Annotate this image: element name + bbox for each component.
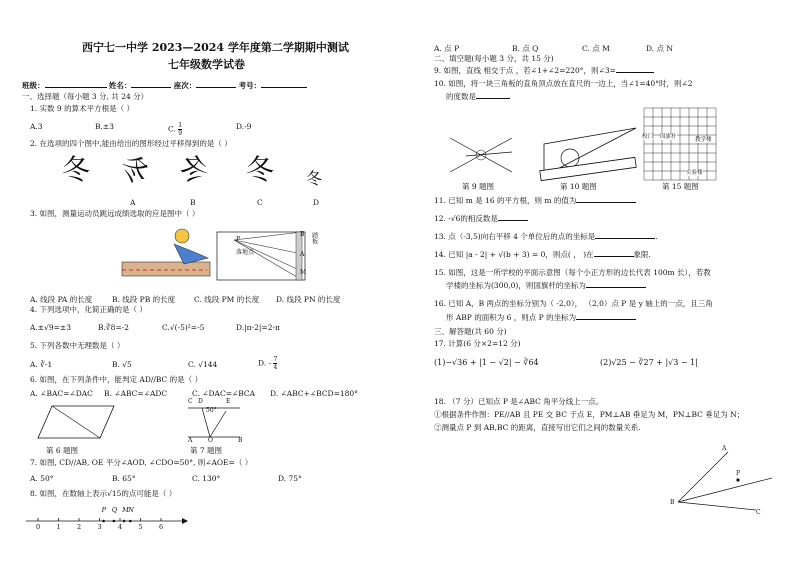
q3-option-b[interactable]: B. 线段 PB 的长度 — [112, 295, 176, 304]
q9-text — [434, 67, 654, 75]
q7-figure-caption: 第 7 题图 — [190, 446, 223, 455]
q18-text: 18. （7 分）已知点 P 是∠ABC 角平分线上一点。 — [434, 397, 604, 406]
q1-option-a[interactable]: A.3 — [30, 122, 43, 131]
q18-line1: ①根据条件作图：PE//AB 且 PE 交 BC 于点 E，PM⊥AB 垂足为 M，PN⊥BC 垂足为 N； — [434, 410, 745, 419]
q14-text — [434, 251, 651, 259]
q1-fraction-den: 9 — [178, 130, 183, 137]
q10-triangle-ruler-figure — [540, 128, 640, 178]
q8-text: 8. 如图，在数轴上表示√15的点可能是（ ） — [30, 489, 177, 498]
q5-text: 5. 下列各数中无理数是（ ） — [30, 341, 125, 350]
q15-text2 — [446, 282, 646, 290]
q8-tick-label: 0 — [36, 523, 41, 531]
q5-fraction-den: 4 — [273, 364, 278, 371]
q1-option-d[interactable]: D.-9 — [236, 122, 252, 131]
q3-option-a[interactable]: A. 线段 PA 的长度 — [30, 295, 93, 304]
q12-text-label: 12. -√6的相反数是 — [434, 214, 498, 223]
q18-label-b: B — [670, 499, 675, 506]
seat-label: 座次： — [173, 81, 197, 90]
q6-option-a[interactable]: A. ∠BAC=∠DAC — [30, 389, 93, 398]
q5-option-a[interactable]: A. ∛-1 — [30, 360, 53, 369]
q6-parallelogram-figure — [38, 403, 118, 443]
q16-text2-label: 形 ABP 的面积为 6 ，则点 P 的坐标为 — [446, 313, 577, 322]
q8-point-label: P — [101, 506, 106, 514]
q16-answer[interactable] — [576, 319, 636, 320]
q3-text: 3. 如图，测量运动员跳远成绩选取的应是图中（ ） — [30, 209, 200, 218]
q13-answer[interactable] — [595, 238, 655, 239]
q10-text: 10. 如图，将一块三角板的直角顶点放在直尺的一边上，当∠1=40°时，则∠2 — [434, 79, 693, 88]
q14-answer[interactable] — [594, 256, 634, 257]
q2-label-d[interactable]: D — [313, 198, 320, 207]
q1-text: 1. 实数 9 的算术平方根是（ ） — [30, 104, 134, 113]
q7-label-c: C — [188, 398, 193, 405]
q7-option-d[interactable]: D. 75° — [278, 474, 302, 483]
q7-text: 7. 如图, CD//AB, OE 平分∠AOD, ∠CDO=50°, 则∠AOE=（ ） — [30, 458, 253, 467]
q17-part1: (1)−√36 + |1 − √2| − ∛64 — [434, 358, 539, 367]
q15-label-teaching: 教学楼 — [695, 137, 712, 143]
q10-text2-label: 的度数是 — [446, 92, 476, 101]
q6-text: 6. 如图，在下列条件中，能判定 AD//BC 的是（ ） — [30, 375, 203, 384]
exam-title: 西宁七一中学 2023—2024 学年度第二学期期中测试 — [82, 41, 349, 54]
q18-label-p: P — [736, 470, 741, 477]
q7-label-b: B — [238, 437, 243, 444]
q3-long-jump-figure — [122, 224, 322, 286]
q6-option-c[interactable]: C. ∠DAC=∠BCA — [192, 389, 256, 398]
q3-label-p: P — [236, 236, 241, 243]
q8-point — [123, 520, 126, 523]
q2-label-a[interactable]: A — [130, 198, 136, 207]
q17-part2: (2)√25 − ∛27 + |√3 − 1| — [600, 358, 698, 367]
q18-label-c: C — [756, 509, 761, 516]
q7-label-e: E — [226, 398, 231, 405]
q3-option-d[interactable]: D. 线段 PN 的长度 — [276, 295, 341, 304]
q4-option-c[interactable]: C.√(-5)²=-5 — [162, 323, 205, 332]
q18-line2: ②测量点 P 到 AB,BC 的距离，直接写出它们之间的数量关系. — [434, 423, 641, 432]
q5-fraction — [273, 356, 277, 371]
q6-figure-caption: 第 6 题图 — [46, 446, 79, 455]
class-label: 班级： — [22, 81, 45, 90]
q13-text — [434, 233, 658, 241]
q7-label-d: D — [198, 398, 203, 405]
q12-text — [434, 215, 528, 223]
q11-answer[interactable] — [576, 202, 636, 203]
student-info-row — [22, 82, 307, 90]
q8-point-label: N — [128, 506, 134, 514]
q5-option-d-label: D. - — [258, 358, 272, 368]
q8-point-label: Q — [111, 506, 118, 514]
q8-point — [102, 520, 105, 523]
q7-label-a: A — [188, 437, 193, 444]
q15-label-gate: 校门 — [642, 134, 654, 140]
q1-fraction-num: 1 — [178, 122, 183, 129]
q5-option-c[interactable]: C. √144 — [188, 360, 218, 369]
exam-subtitle: 七年级数学试卷 — [168, 58, 245, 71]
q8-option-b[interactable]: B. 点 Q — [512, 44, 539, 53]
q2-given-figure: 冬 — [62, 153, 91, 186]
q2-label-c[interactable]: C — [257, 198, 263, 207]
q6-option-d[interactable]: D. ∠ABC+∠BCD=180° — [270, 389, 358, 398]
section-choice-title: 一、选择题（每小题 3 分, 共 24 分） — [22, 92, 149, 101]
q4-option-b[interactable]: B.∛8=-2 — [98, 323, 130, 332]
q8-point — [113, 520, 116, 523]
q5-option-b[interactable]: B. √5 — [112, 360, 132, 369]
q2-figure-d: 冬 — [306, 169, 323, 188]
q8-tick-label: 5 — [138, 523, 143, 531]
q1-option-c[interactable] — [168, 122, 182, 137]
q7-label-50: 50° — [206, 407, 217, 414]
q9-answer[interactable] — [616, 72, 654, 73]
q15-answer[interactable] — [586, 287, 646, 288]
q16-text2 — [446, 314, 636, 322]
q5-option-d[interactable] — [258, 356, 277, 371]
q15-label-flagpole: 国旗杆 — [660, 134, 677, 140]
q15-label-lab: 实验楼 — [686, 170, 703, 176]
q9-figure-caption: 第 9 题图 — [462, 182, 495, 191]
q11-text-label: 11. 已知 m 是 16 的平方根，则 m 的值为 — [434, 196, 577, 205]
q10-answer[interactable] — [476, 98, 510, 99]
q13-tail: . — [655, 232, 658, 241]
q2-label-b[interactable]: B — [190, 198, 196, 207]
q4-text: 4. 下列选项中，化简正确的是（ ） — [30, 305, 147, 314]
q8-number-line — [22, 505, 192, 535]
q18-angle-figure — [676, 445, 776, 518]
q1-fraction — [178, 122, 182, 137]
q8-tick-label: 1 — [56, 523, 61, 531]
q1-option-c-label: C. — [168, 124, 176, 134]
name-label: 姓名： — [108, 81, 132, 90]
q15-text: 15. 如图，这是一所学校的平面示意图（每个小正方形的边长代表 100m 长），若教 — [434, 268, 711, 277]
q3-label-landing: 落地点 — [236, 249, 255, 256]
q8-option-c[interactable]: C. 点 M — [582, 44, 610, 53]
q14-text-label: 14. 已知 |a - 2| + √(b + 3) = 0，则点( ， )在 — [434, 250, 594, 259]
q3-option-c[interactable]: C. 线段 PM 的长度 — [194, 295, 260, 304]
q7-label-o: O — [208, 437, 213, 444]
exam-no-field[interactable] — [261, 87, 307, 88]
q2-figure-a: 冬 — [113, 148, 156, 192]
q8-point — [129, 520, 132, 523]
q8-tick-label: 4 — [118, 523, 123, 531]
q8-option-a[interactable]: A. 点 P — [434, 44, 460, 53]
q9-figure — [446, 130, 516, 180]
q12-answer[interactable] — [498, 220, 528, 221]
q1-option-b[interactable]: B.±3 — [95, 122, 114, 131]
q3-label-b: B — [300, 231, 305, 238]
q18-label-a: A — [722, 445, 727, 452]
q9-text-label: 9. 如图，直线 相交于点 ，若∠1+∠2=220°，则∠3= — [434, 66, 616, 75]
class-field[interactable] — [45, 87, 107, 88]
q8-tick-label: 3 — [97, 523, 102, 531]
q4-option-a[interactable]: A.±√9=±3 — [30, 323, 71, 332]
q11-text — [434, 197, 636, 205]
q15-figure-caption: 第 15 题图 — [662, 182, 699, 191]
q15-text2-label: 学楼的坐标为(300,0)，则国旗杆的坐标为 — [446, 281, 586, 290]
q15-school-map-figure — [640, 108, 720, 180]
q2-figure-c: 冬 — [246, 153, 275, 186]
q7-option-c[interactable]: C. 130° — [192, 474, 221, 483]
q3-label-m: M — [300, 269, 307, 276]
q7-option-b[interactable]: B. 65° — [112, 474, 136, 483]
q8-tick-label: 6 — [159, 523, 164, 531]
q7-option-a[interactable]: A. 50° — [30, 474, 54, 483]
q8-point-label: M — [122, 506, 129, 514]
seat-field[interactable] — [196, 87, 236, 88]
q14-tail: 象限. — [633, 250, 651, 259]
q8-tick-label: 2 — [77, 523, 82, 531]
q13-text-label: 13. 点（-3,5)向右平移 4 个单位后的点的坐标是 — [434, 232, 596, 241]
q10-text2 — [446, 93, 510, 101]
q16-text: 16. 已知 A，B 两点的坐标分别为（ -2,0）， （2,0）点 P 是 y 轴上的一点，且三角 — [434, 299, 713, 308]
section-answer-title: 三、解答题(共 60 分) — [434, 327, 507, 336]
q3-label-a: A — [300, 251, 305, 258]
q3-label-board: 踏板 — [310, 232, 318, 244]
q2-text: 2. 在选项的四个图中,能由给出的图形经过平移得到的是（ ） — [30, 139, 232, 148]
q2-figure-b: 冬 — [180, 153, 209, 186]
exam-no-label: 考号： — [238, 81, 262, 90]
q17-text: 17. 计算(6 分×2=12 分) — [434, 339, 521, 348]
q6-option-b[interactable]: B. ∠ABC=∠ADC — [104, 389, 168, 398]
q5-fraction-num: 7 — [273, 356, 278, 363]
q8-option-d[interactable]: D. 点 N — [646, 44, 673, 53]
q10-figure-caption: 第 10 题图 — [560, 182, 597, 191]
right-column — [400, 0, 794, 561]
name-field[interactable] — [131, 87, 171, 88]
section-fill-title: 二、填空题(每小题 3 分，共 15 分) — [434, 54, 554, 63]
q4-option-d[interactable]: D.|π-2|=2-π — [236, 323, 280, 332]
